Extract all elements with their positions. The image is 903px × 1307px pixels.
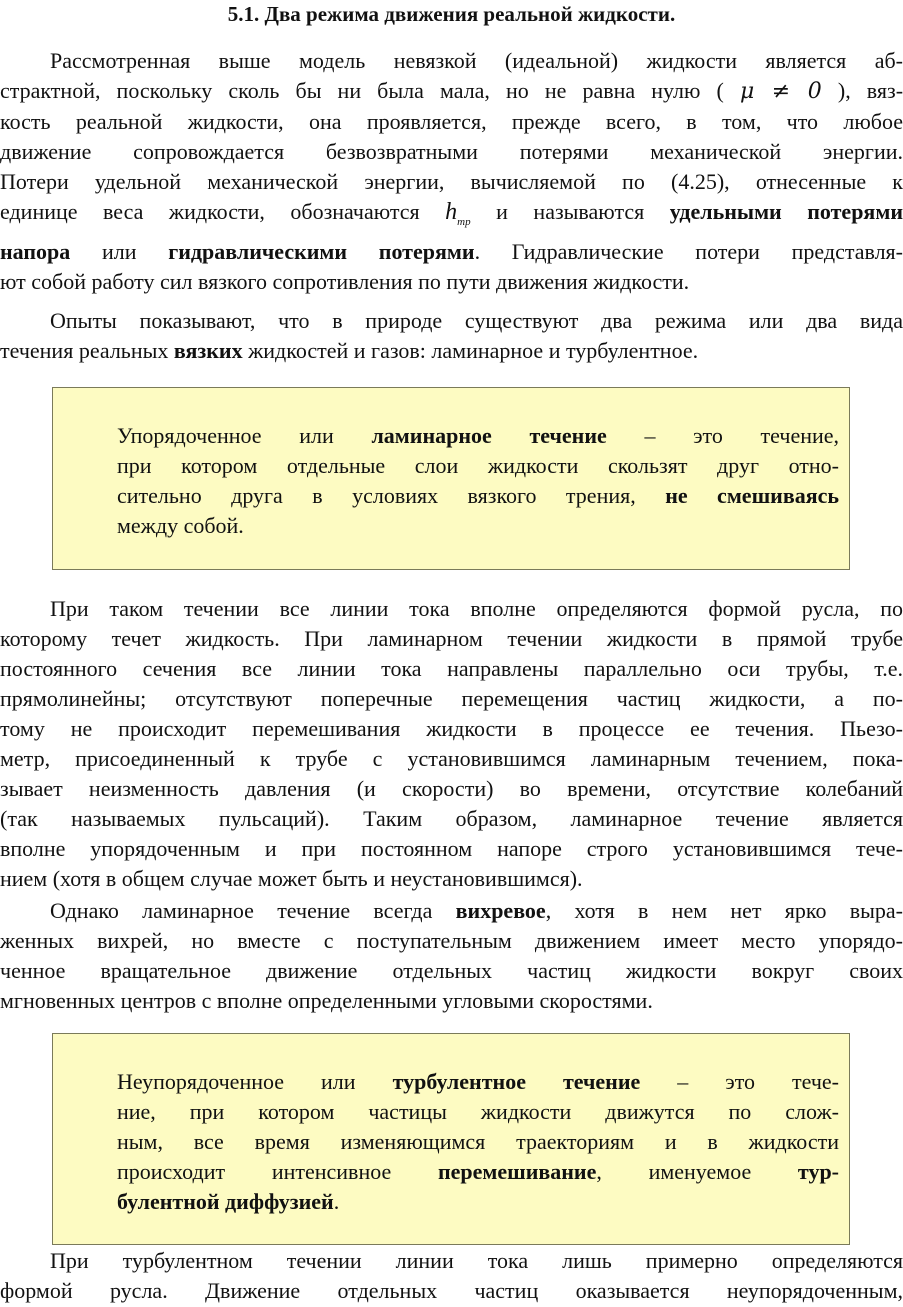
p3-line-1: При таком течении все линии тока вполне определяются формой русла, по (50, 596, 903, 621)
box2-line-3: ным, все время изменяющимся траекториям и в жидкости (117, 1129, 839, 1154)
p3-line-2: которому течет жидкость. При ламинарном течении жидкости в прямой трубе (0, 626, 903, 651)
box2-line-4: происходит интенсивное перемешивание, именуемое тур- (117, 1159, 839, 1184)
paragraph-3 (0, 594, 903, 894)
p3-line-5: тому не происходит перемешивания жидкости в процессе ее течения. Пьезо- (0, 716, 903, 741)
definition-box-laminar (52, 387, 850, 570)
box1-line-1: Упорядоченное или ламинарное течение – это течение, (117, 423, 840, 448)
p5-line-2: формой русла. Движение отдельных частиц оказывается неупорядоченным, (0, 1278, 903, 1303)
box2-line-5: булентной диффузией. (117, 1189, 340, 1214)
p3-line-3: постоянного сечения все линии тока направлены параллельно оси трубы, т.е. (0, 656, 903, 681)
box1-line-4: между собой. (117, 513, 244, 538)
p1-line-4: движение сопровождается безвозвратными потерями механической энергии. (0, 139, 903, 164)
p2-line-1: Опыты показывают, что в природе существуют два режима или два вида (50, 308, 903, 333)
box2-line-2: ние, при котором частицы жидкости движутся по слож- (117, 1099, 839, 1124)
h-loss-formula: $h_{тр}$ (445, 199, 471, 228)
p3-line-6: метр, присоединенный к трубе с установившимся ламинарным течением, пока- (0, 746, 903, 771)
paragraph-1 (0, 46, 903, 297)
p4-line-2: женных вихрей, но вместе с поступательным движением имеет место упорядо- (0, 928, 903, 953)
p4-line-4: мгновенных центров с вполне определенными угловыми скоростями. (0, 988, 653, 1013)
p3-line-8: (так называемых пульсаций). Таким образом, ламинарное течение является (0, 806, 903, 831)
p2-line-2: течения реальных вязких жидкостей и газов: ламинарное и турбулентное. (0, 338, 699, 363)
p4-line-3: ченное вращательное движение отдельных частиц жидкости вокруг своих (0, 958, 903, 983)
p1-line-3: кость реальной жидкости, она проявляется, прежде всего, в том, что любое (0, 109, 903, 134)
paragraph-5 (0, 1246, 903, 1306)
mu-not-zero-formula: μ ≠ 0 (739, 79, 822, 104)
p1-line-2: страктной, поскольку сколь бы ни была мала, но не равна нулю ( μ ≠ 0 ), вяз- (0, 78, 903, 104)
box2-text (117, 1067, 839, 1217)
paragraph-2 (0, 306, 903, 366)
box1-line-2: при котором отдельные слои жидкости скользят друг отно- (117, 453, 839, 478)
p5-line-1: При турбулентном течении линии тока лишь примерно определяются (50, 1248, 903, 1273)
p1-line-8: ют собой работу сил вязкого сопротивления по пути движения жидкости. (0, 269, 690, 294)
p1-line-5: Потери удельной механической энергии, вычисляемой по (4.25), отнесенные к (0, 169, 903, 194)
box1-line-3: сительно друга в условиях вязкого трения, не смешиваясь (117, 483, 840, 508)
p1-line-7: напора или гидравлическими потерями. Гидравлические потери представля- (0, 239, 903, 264)
p1-line-1: Рассмотренная выше модель невязкой (идеальной) жидкости является аб- (50, 48, 903, 73)
p4-line-1: Однако ламинарное течение всегда вихревое, хотя в нем нет ярко выра- (50, 898, 903, 923)
definition-box-turbulent (52, 1033, 850, 1245)
section-title: 5.1. Два режима движения реальной жидкости. (227, 2, 676, 26)
box1-text (117, 421, 839, 541)
p3-line-9: вполне упорядоченным и при постоянном напоре строго установившимся тече- (0, 836, 903, 861)
paragraph-4 (0, 896, 903, 1016)
p3-line-10: нием (хотя в общем случае может быть и неустановившимся). (0, 866, 583, 891)
p3-line-4: прямолинейны; отсутствуют поперечные перемещения частиц жидкости, а по- (0, 686, 903, 711)
p1-line-6: единице веса жидкости, обозначаются $h_{тр}$ и называются удельными потерями (0, 199, 903, 228)
box2-line-1: Неупорядоченное или турбулентное течение – это тече- (117, 1069, 840, 1094)
p3-line-7: зывает неизменность давления (и скорости) во времени, отсутствие колебаний (0, 776, 903, 801)
